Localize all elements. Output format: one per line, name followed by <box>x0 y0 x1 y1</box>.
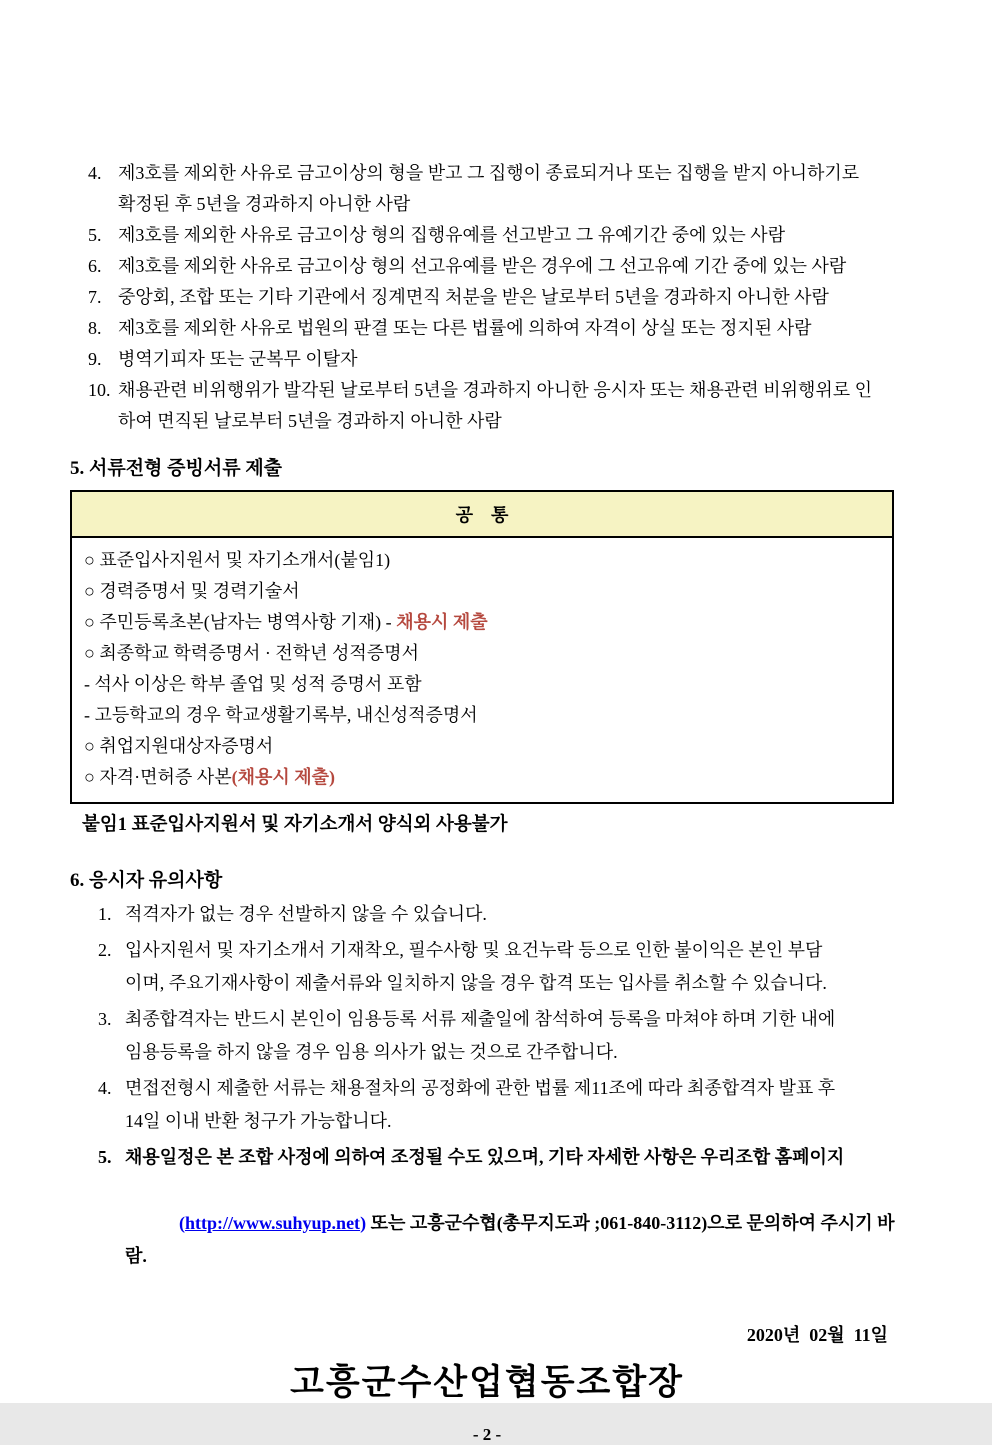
item-number: 1. <box>98 904 112 924</box>
item-number: 8. <box>88 318 102 338</box>
item-number: 7. <box>88 287 102 307</box>
row-text: ○ 주민등록초본(남자는 병역사항 기재) - <box>84 612 397 632</box>
item-line: 제3호를 제외한 사유로 법원의 판결 또는 다른 법률에 의하여 자격이 상실 또는 정지된 사람 <box>118 318 812 338</box>
item-line: 하여 면직된 날로부터 5년을 경과하지 아니한 사람 <box>118 411 502 431</box>
list-item <box>98 934 904 1000</box>
row-text: ○ 경력증명서 및 경력기술서 <box>84 581 300 601</box>
item-line: 입사지원서 및 자기소개서 기재착오, 필수사항 및 요건누락 등으로 인한 불이익은 본인 부담 <box>125 940 823 960</box>
table-row <box>84 607 880 638</box>
organization-title: 고흥군수산업협동조합장 <box>290 1363 684 1402</box>
table-row <box>84 669 880 700</box>
item-line: 14일 이내 반환 청구가 가능합니다. <box>125 1111 392 1131</box>
applicant-notes-list <box>98 898 904 1306</box>
document-content <box>70 158 904 1445</box>
item-line <box>125 1174 904 1306</box>
item-line: 제3호를 제외한 사유로 금고이상의 형을 받고 그 집행이 종료되거나 또는 집행을 받지 아니하기로 <box>118 163 860 183</box>
row-text: ○ 자격·면허증 사본 <box>84 767 232 787</box>
list-item <box>98 898 904 931</box>
list-item <box>88 220 904 251</box>
item-line: 제3호를 제외한 사유로 금고이상 형의 선고유예를 받은 경우에 그 선고유예 기간 중에 있는 사람 <box>118 256 847 276</box>
table-body <box>72 538 892 802</box>
list-item <box>88 158 904 220</box>
paren-close: ) <box>360 1213 367 1233</box>
document-date: 2020년 02월 11일 <box>746 1325 888 1345</box>
item-number: 3. <box>98 1009 112 1029</box>
row-text: - 석사 이상은 학부 졸업 및 성적 증명서 포함 <box>84 674 422 694</box>
item-number: 2. <box>98 940 112 960</box>
item-line: 적격자가 없는 경우 선발하지 않을 수 있습니다. <box>125 904 487 924</box>
row-highlight: 채용시 제출 <box>396 612 488 632</box>
disqualification-list <box>88 158 904 437</box>
row-text: ○ 최종학교 학력증명서 · 전학년 성적증명서 <box>84 643 419 663</box>
list-item <box>88 282 904 313</box>
list-item <box>98 1072 904 1138</box>
item-line: 채용일정은 본 조합 사정에 의하여 조정될 수도 있으며, 기타 자세한 사항은 우리조합 홈페이지 <box>125 1147 845 1167</box>
item-line: 면접전형시 제출한 서류는 채용절차의 공정화에 관한 법률 제11조에 따라 최종합격자 발표 후 <box>125 1078 836 1098</box>
item-number: 6. <box>88 256 102 276</box>
row-text: ○ 표준입사지원서 및 자기소개서(붙임1) <box>84 550 391 570</box>
item-line: 병역기피자 또는 군복무 이탈자 <box>118 349 358 369</box>
item-line: 최종합격자는 반드시 본인이 임용등록 서류 제출일에 참석하여 등록을 마쳐야 하며 기한 내에 <box>125 1009 836 1029</box>
item-line: 채용관련 비위행위가 발각된 날로부터 5년을 경과하지 아니한 응시자 또는 채용관련 비위행위로 인 <box>118 380 873 400</box>
item-number: 5. <box>98 1147 112 1167</box>
table-row <box>84 638 880 669</box>
documents-table <box>70 490 894 804</box>
table-header-common: 공 통 <box>72 492 892 538</box>
list-item <box>98 1003 904 1069</box>
list-item <box>88 375 904 437</box>
item-line: 중앙회, 조합 또는 기타 기관에서 징계면직 처분을 받은 날로부터 5년을 경과하지 아니한 사람 <box>118 287 829 307</box>
contact-text: 또는 고흥군수협(총무지도과 ;061-840-3112)으로 문의하여 주시기 바람. <box>125 1213 895 1266</box>
item-line: 제3호를 제외한 사유로 금고이상 형의 집행유예를 선고받고 그 유예기간 중에 있는 사람 <box>118 225 786 245</box>
table-row <box>84 700 880 731</box>
table-row <box>84 545 880 576</box>
homepage-link[interactable]: http://www.suhyup.net <box>185 1213 361 1233</box>
list-item <box>88 313 904 344</box>
row-highlight: (채용시 제출) <box>231 767 336 787</box>
list-item <box>88 344 904 375</box>
item-number: 10. <box>88 380 111 400</box>
section6-heading: 6. 응시자 유의사항 <box>70 870 223 891</box>
page-number: - 2 - <box>472 1425 502 1444</box>
table-row <box>84 576 880 607</box>
attachment-note: 붙임1 표준입사지원서 및 자기소개서 양식외 사용불가 <box>82 815 508 835</box>
item-number: 5. <box>88 225 102 245</box>
item-line: 이며, 주요기재사항이 제출서류와 일치하지 않을 경우 합격 또는 입사를 취소할 수 있습니다. <box>125 973 827 993</box>
item-number: 4. <box>88 163 102 183</box>
item-number: 9. <box>88 349 102 369</box>
list-item <box>88 251 904 282</box>
row-text: ○ 취업지원대상자증명서 <box>84 736 274 756</box>
row-text: - 고등학교의 경우 학교생활기록부, 내신성적증명서 <box>84 705 478 725</box>
item-line: 임용등록을 하지 않을 경우 임용 의사가 없는 것으로 간주합니다. <box>125 1042 618 1062</box>
section5-heading: 5. 서류전형 증빙서류 제출 <box>70 458 283 479</box>
table-row <box>84 762 880 793</box>
paren-open: ( <box>179 1213 185 1233</box>
list-item-schedule-notice <box>98 1141 904 1306</box>
item-line: 확정된 후 5년을 경과하지 아니한 사람 <box>118 194 411 214</box>
item-number: 4. <box>98 1078 112 1098</box>
table-row <box>84 731 880 762</box>
